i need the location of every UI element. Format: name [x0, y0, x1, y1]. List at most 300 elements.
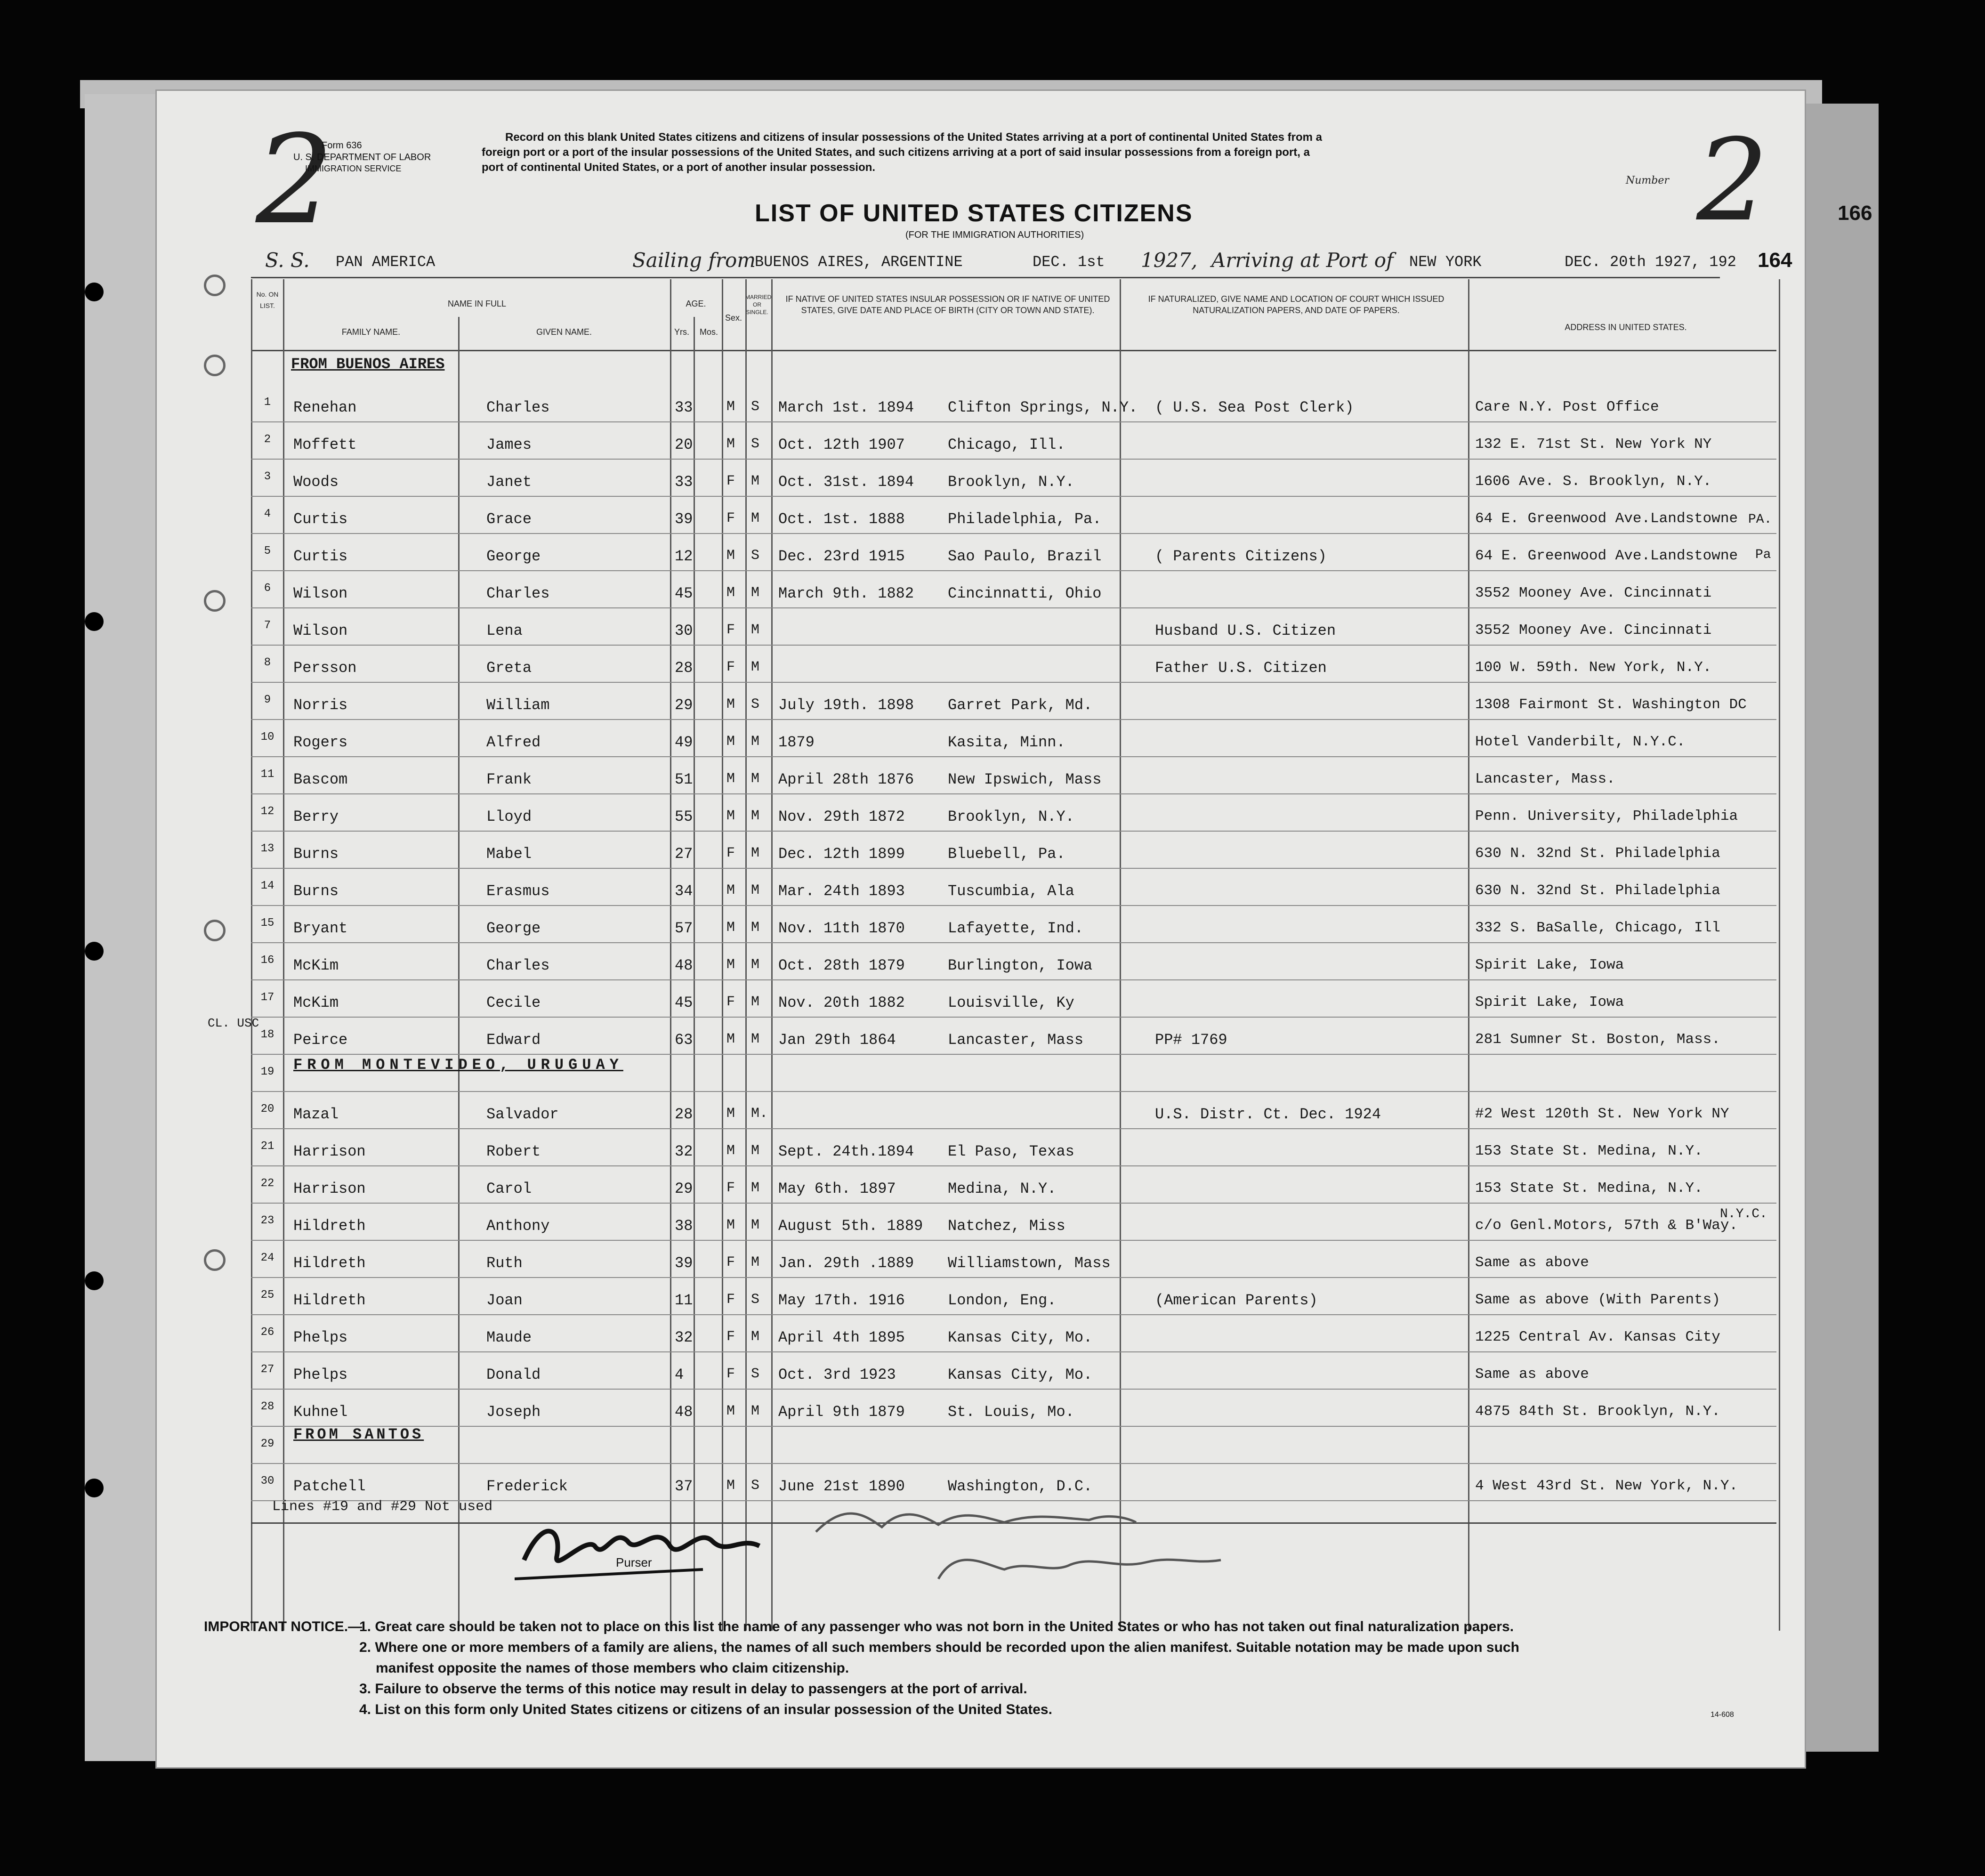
marital-status: M [751, 1217, 760, 1233]
row-rule [251, 719, 1776, 720]
age-years: 51 [675, 771, 693, 788]
naturalization-info: ( Parents Citizens) [1155, 548, 1327, 565]
header-native: IF NATIVE OF UNITED STATES INSULAR POSSESSION OR IF NATIVE OF UNITED STATES, GIVE DATE AND PLACE OF BIRTH (CITY OR TOWN AND STATE). [785, 294, 1110, 315]
row-number: 3 [264, 470, 271, 483]
col-rule [1468, 279, 1469, 1631]
birth-date: June 21st 1890 [778, 1478, 905, 1495]
birth-date: Dec. 12th 1899 [778, 845, 905, 863]
given-name: Anthony [486, 1217, 550, 1235]
col-rule [722, 279, 723, 1631]
birth-date: 1879 [778, 734, 815, 751]
lines-not-used-note: Lines #19 and #29 Not used [272, 1499, 493, 1515]
family-name: Curtis [293, 510, 348, 528]
row-rule [251, 459, 1776, 460]
arrival-date: DEC. 20th 1927, 192 [1565, 253, 1736, 271]
naturalization-info: U.S. Distr. Ct. Dec. 1924 [1155, 1106, 1381, 1123]
birth-date: Oct. 28th 1879 [778, 957, 905, 974]
purser-label: Purser [616, 1555, 652, 1569]
marital-status: M [751, 1403, 760, 1419]
page-number-164: 164 [1758, 249, 1792, 272]
col-rule [745, 279, 747, 1631]
col-rule [283, 279, 284, 1631]
section-from-buenos-aires: FROM BUENOS AIRES [291, 356, 445, 373]
voyage-year: 1927, [1141, 249, 1198, 272]
row-rule [251, 533, 1776, 534]
birth-place: Williamstown, Mass [948, 1254, 1111, 1272]
us-address: 64 E. Greenwood Ave.Landstowne [1475, 510, 1738, 527]
family-name: Burns [293, 845, 339, 863]
age-years: 33 [675, 399, 693, 416]
inspector-signature [807, 1485, 1372, 1593]
given-name: Robert [486, 1143, 541, 1160]
row-rule [251, 1128, 1776, 1129]
family-name: Bascom [293, 771, 348, 788]
marital-status: M [751, 473, 760, 489]
family-name: Woods [293, 473, 339, 491]
row-number: 30 [260, 1475, 274, 1488]
age-years: 27 [675, 845, 693, 863]
given-name: Lena [486, 622, 523, 639]
row-rule [251, 979, 1776, 980]
row-number: 17 [260, 991, 274, 1004]
sex: M [726, 1143, 735, 1159]
given-name: Erasmus [486, 882, 550, 900]
birth-date: April 4th 1895 [778, 1329, 905, 1346]
us-address: 3552 Mooney Ave. Cincinnati [1475, 622, 1712, 639]
row-rule [251, 1277, 1776, 1278]
us-address: 630 N. 32nd St. Philadelphia [1475, 845, 1720, 862]
given-name: George [486, 920, 541, 937]
row-number: 6 [264, 582, 271, 595]
birth-date: Jan. 29th .1889 [778, 1254, 914, 1272]
given-name: Frederick [486, 1478, 568, 1495]
birth-place: London, Eng. [948, 1292, 1057, 1309]
age-years: 45 [675, 585, 693, 602]
age-years: 45 [675, 994, 693, 1011]
age-years: 11 [675, 1292, 693, 1309]
col-rule [694, 317, 695, 1631]
marital-status: S [751, 436, 760, 452]
address-city-note-23: N.Y.C. [1720, 1207, 1767, 1221]
us-address: 100 W. 59th. New York, N.Y. [1475, 659, 1712, 676]
birth-place: Louisville, Ky [948, 994, 1074, 1011]
us-address: 332 S. BaSalle, Chicago, Ill [1475, 920, 1720, 936]
us-address: Same as above [1475, 1254, 1589, 1271]
marital-status: M [751, 1180, 760, 1196]
row-rule [251, 645, 1776, 646]
departure-date: DEC. 1st [1033, 253, 1105, 271]
given-name: Donald [486, 1366, 541, 1383]
instruction-line-3: port of continental United States, or a port of another insular possession. [482, 161, 876, 174]
sex: M [726, 957, 735, 973]
handwritten-number-right: 2 [1696, 114, 1768, 246]
birth-date: April 9th 1879 [778, 1403, 905, 1421]
marital-status: M [751, 1254, 760, 1270]
binder-hole [85, 283, 104, 301]
family-name: McKim [293, 994, 339, 1011]
row-rule [251, 1054, 1776, 1055]
birth-place: New Ipswich, Mass [948, 771, 1102, 788]
birth-place: Brooklyn, N.Y. [948, 808, 1074, 825]
row-number: 11 [260, 768, 274, 781]
naturalization-info: Father U.S. Citizen [1155, 659, 1327, 677]
family-name: Hildreth [293, 1292, 366, 1309]
col-rule [670, 279, 671, 1631]
us-address: 1225 Central Av. Kansas City [1475, 1329, 1720, 1345]
given-name: Charles [486, 957, 550, 974]
marital-status: M [751, 957, 760, 973]
family-name: Kuhnel [293, 1403, 348, 1421]
birth-date: Sept. 24th.1894 [778, 1143, 914, 1160]
sex: M [726, 585, 735, 601]
age-years: 12 [675, 548, 693, 565]
underlying-page-right [1799, 104, 1879, 1752]
row-rule [251, 496, 1776, 497]
age-years: 28 [675, 659, 693, 677]
marital-status: S [751, 1366, 760, 1382]
age-years: 39 [675, 510, 693, 528]
family-name: Rogers [293, 734, 348, 751]
naturalization-info: (American Parents) [1155, 1292, 1318, 1309]
department-name: U. S. DEPARTMENT OF LABOR [293, 152, 431, 162]
birth-date: Oct. 12th 1907 [778, 436, 905, 453]
birth-date: May 6th. 1897 [778, 1180, 896, 1197]
page-title: LIST OF UNITED STATES CITIZENS [755, 200, 1193, 227]
family-name: Wilson [293, 622, 348, 639]
binder-hole [85, 1479, 104, 1497]
notice-item-1: 1. Great care should be taken not to place on this list the name of any passenger who was not born in the United States or who has not taken out final naturalization papers. [359, 1619, 1514, 1634]
form-number: Form 636 [322, 140, 362, 151]
purser-signature [515, 1508, 778, 1588]
us-address: Same as above (With Parents) [1475, 1292, 1720, 1308]
birth-place: Tuscumbia, Ala [948, 882, 1074, 900]
birth-place: Garret Park, Md. [948, 696, 1093, 714]
age-years: 57 [675, 920, 693, 937]
marital-status: M [751, 622, 760, 638]
row-number: 5 [264, 545, 271, 558]
row-number: 9 [264, 694, 271, 706]
birth-place: Kansas City, Mo. [948, 1329, 1093, 1346]
naturalization-info: Husband U.S. Citizen [1155, 622, 1336, 639]
sex: M [726, 1106, 735, 1122]
birth-place: Medina, N.Y. [948, 1180, 1057, 1197]
header-given-name: GIVEN NAME. [536, 327, 592, 337]
row-number: 27 [260, 1363, 274, 1376]
page-number-166: 166 [1838, 202, 1872, 225]
us-address: 153 State St. Medina, N.Y. [1475, 1180, 1703, 1197]
birth-date: Nov. 11th 1870 [778, 920, 905, 937]
notice-item-4: 4. List on this form only United States citizens or citizens of an insular possession of the United States. [359, 1702, 1052, 1717]
arriving-label: Arriving at Port of [1211, 249, 1394, 272]
sex: M [726, 548, 735, 564]
sex: M [726, 808, 735, 824]
family-name: Mazal [293, 1106, 339, 1123]
row-number: 29 [260, 1438, 274, 1450]
header-months: Mos. [699, 327, 718, 337]
family-name: Norris [293, 696, 348, 714]
row-number: 4 [264, 508, 271, 520]
birth-place: Brooklyn, N.Y. [948, 473, 1074, 491]
birth-date: August 5th. 1889 [778, 1217, 923, 1235]
ship-name: PAN AMERICA [336, 253, 436, 271]
instruction-line-1: Record on this blank United States citizens and citizens of insular possessions of the United States arriving at a port of continental United States from a [505, 131, 1322, 144]
us-address: 132 E. 71st St. New York NY [1475, 436, 1712, 453]
sex: M [726, 696, 735, 712]
birth-date: Nov. 20th 1882 [778, 994, 905, 1011]
given-name: Ruth [486, 1254, 523, 1272]
marital-status: M [751, 808, 760, 824]
birth-place: Burlington, Iowa [948, 957, 1093, 974]
given-name: Mabel [486, 845, 532, 863]
age-years: 37 [675, 1478, 693, 1495]
birth-place: Chicago, Ill. [948, 436, 1065, 453]
punch-ring [204, 590, 226, 612]
birth-date: Nov. 29th 1872 [778, 808, 905, 825]
family-name: McKim [293, 957, 339, 974]
birth-date: Oct. 1st. 1888 [778, 510, 905, 528]
marital-status: M [751, 1143, 760, 1159]
family-name: Peirce [293, 1031, 348, 1049]
row-rule [251, 1351, 1776, 1352]
header-age: AGE. [686, 299, 706, 308]
col-rule [1120, 279, 1121, 1631]
given-name: Lloyd [486, 808, 532, 825]
birth-place: Kasita, Minn. [948, 734, 1065, 751]
binder-hole [85, 942, 104, 961]
marital-status: M [751, 845, 760, 861]
us-address: 153 State St. Medina, N.Y. [1475, 1143, 1703, 1159]
birth-place: Sao Paulo, Brazil [948, 548, 1102, 565]
sex: F [726, 1292, 735, 1308]
marital-status: M [751, 585, 760, 601]
row-rule [251, 1240, 1776, 1241]
birth-date: July 19th. 1898 [778, 696, 914, 714]
instruction-line-2: foreign port or a port of the insular possessions of the United States, and such citizens arriving at a port of said insular possessions from a foreign port, a [482, 146, 1310, 159]
birth-place: Cincinnatti, Ohio [948, 585, 1102, 602]
given-name: Charles [486, 399, 550, 416]
birth-place: Bluebell, Pa. [948, 845, 1065, 863]
naturalization-info: PP# 1769 [1155, 1031, 1227, 1049]
given-name: George [486, 548, 541, 565]
number-label: Number [1626, 175, 1669, 186]
age-years: 29 [675, 696, 693, 714]
birth-date: Dec. 23rd 1915 [778, 548, 905, 565]
us-address: #2 West 120th St. New York NY [1475, 1106, 1729, 1122]
family-name: Harrison [293, 1143, 366, 1160]
row-rule [251, 1463, 1776, 1464]
row-number: 22 [260, 1177, 274, 1190]
birth-place: St. Louis, Mo. [948, 1403, 1074, 1421]
family-name: Wilson [293, 585, 348, 602]
family-name: Patchell [293, 1478, 366, 1495]
row-rule [251, 756, 1776, 757]
row-number: 18 [260, 1028, 274, 1041]
col-rule [251, 279, 252, 1631]
us-address: 1606 Ave. S. Brooklyn, N.Y. [1475, 473, 1712, 490]
age-years: 48 [675, 957, 693, 974]
row-number: 16 [260, 954, 274, 967]
marital-status: M [751, 882, 760, 898]
given-name: James [486, 436, 532, 453]
marital-status: M [751, 771, 760, 787]
sailing-label: Sailing from [632, 249, 756, 272]
header-no: No. ON LIST. [256, 291, 279, 309]
age-years: 20 [675, 436, 693, 453]
sex: F [726, 622, 735, 638]
birth-place: Lancaster, Mass [948, 1031, 1084, 1049]
header-name-in-full: NAME IN FULL [447, 299, 507, 308]
us-address: c/o Genl.Motors, 57th & B'Way. [1475, 1217, 1738, 1234]
notice-item-2: 2. Where one or more members of a family are aliens, the names of all such members should be recorded upon the alien manifest. Suitable notation may be made upon such [359, 1640, 1519, 1655]
marital-status: M [751, 734, 760, 750]
row-rule [251, 1203, 1776, 1204]
row-number: 10 [260, 731, 274, 744]
given-name: Greta [486, 659, 532, 677]
us-address: 281 Sumner St. Boston, Mass. [1475, 1031, 1720, 1048]
birth-date: Jan 29th 1864 [778, 1031, 896, 1049]
birth-date: Oct. 31st. 1894 [778, 473, 914, 491]
header-years: Yrs. [674, 327, 689, 337]
row-number: 15 [260, 917, 274, 930]
row-rule [251, 942, 1776, 943]
family-name: Hildreth [293, 1217, 366, 1235]
family-name: Moffett [293, 436, 357, 453]
marital-status: M [751, 659, 760, 675]
punch-ring [204, 920, 226, 941]
given-name: Joan [486, 1292, 523, 1309]
us-address: 4875 84th St. Brooklyn, N.Y. [1475, 1403, 1720, 1420]
sex: M [726, 771, 735, 787]
cl-usc-stamp: CL. USC [208, 1016, 259, 1030]
binder-hole [85, 1271, 104, 1290]
sex: F [726, 845, 735, 861]
header-address: ADDRESS IN UNITED STATES. [1565, 323, 1687, 332]
voyage-underline [251, 277, 1720, 278]
handwritten-number-left: 2 [256, 109, 334, 251]
row-number: 25 [260, 1289, 274, 1302]
row-number: 1 [264, 396, 271, 409]
manifest-sheet [155, 89, 1872, 1769]
departure-port: BUENOS AIRES, ARGENTINE [755, 253, 963, 271]
age-years: 29 [675, 1180, 693, 1197]
row-number: 19 [260, 1066, 274, 1078]
sex: F [726, 1366, 735, 1382]
birth-date: March 9th. 1882 [778, 585, 914, 602]
row-number: 7 [264, 619, 271, 632]
row-number: 21 [260, 1140, 274, 1153]
age-years: 34 [675, 882, 693, 900]
age-years: 63 [675, 1031, 693, 1049]
birth-date: Oct. 3rd 1923 [778, 1366, 896, 1383]
col-rule [1779, 279, 1780, 1631]
us-address: 3552 Mooney Ave. Cincinnati [1475, 585, 1712, 601]
family-name: Phelps [293, 1366, 348, 1383]
row-rule [251, 1165, 1776, 1166]
marital-status: S [751, 696, 760, 712]
sex: F [726, 1254, 735, 1270]
marital-status: M [751, 510, 760, 526]
header-bottom-line [251, 350, 1776, 351]
age-years: 49 [675, 734, 693, 751]
marital-status: S [751, 1292, 760, 1308]
row-rule [251, 905, 1776, 906]
birth-place: Philadelphia, Pa. [948, 510, 1102, 528]
family-name: Berry [293, 808, 339, 825]
notice-item-2-continued: manifest opposite the names of those members who claim citizenship. [376, 1660, 849, 1676]
given-name: Charles [486, 585, 550, 602]
given-name: Salvador [486, 1106, 559, 1123]
sex: F [726, 1329, 735, 1345]
marital-status: M [751, 1031, 760, 1047]
us-address: 1308 Fairmont St. Washington DC [1475, 696, 1747, 713]
age-years: 28 [675, 1106, 693, 1123]
birth-place: Kansas City, Mo. [948, 1366, 1093, 1383]
birth-date: May 17th. 1916 [778, 1292, 905, 1309]
marital-status: S [751, 548, 760, 564]
sex: M [726, 920, 735, 936]
header-sex: Sex. [725, 313, 742, 323]
underlying-page-left [85, 94, 165, 1761]
us-address: Spirit Lake, Iowa [1475, 994, 1624, 1011]
marital-status: M. [751, 1106, 768, 1122]
given-name: William [486, 696, 550, 714]
sex: F [726, 510, 735, 526]
given-name: Joseph [486, 1403, 541, 1421]
birth-place: Lafayette, Ind. [948, 920, 1084, 937]
given-name: Cecile [486, 994, 541, 1011]
row-number: 2 [264, 433, 271, 446]
given-name: Janet [486, 473, 532, 491]
row-rule [251, 793, 1776, 794]
sex: F [726, 994, 735, 1010]
sex: M [726, 1031, 735, 1047]
address-state-note-4: PA. [1748, 512, 1772, 527]
age-years: 32 [675, 1329, 693, 1346]
us-address: Spirit Lake, Iowa [1475, 957, 1624, 973]
age-years: 4 [675, 1366, 684, 1383]
marital-status: S [751, 1478, 760, 1494]
family-name: Burns [293, 882, 339, 900]
naturalization-info: ( U.S. Sea Post Clerk) [1155, 399, 1354, 416]
row-rule [251, 1314, 1776, 1315]
header-naturalized: IF NATURALIZED, GIVE NAME AND LOCATION OF COURT WHICH ISSUED NATURALIZATION PAPERS, AND DATE OF PAPERS. [1148, 294, 1444, 315]
notice-item-3: 3. Failure to observe the terms of this notice may result in delay to passengers at the port of arrival. [359, 1681, 1027, 1697]
us-address: 64 E. Greenwood Ave.Landstowne [1475, 548, 1738, 564]
sex: M [726, 1478, 735, 1494]
row-rule [251, 1426, 1776, 1427]
arrival-port: NEW YORK [1409, 253, 1482, 271]
address-state-note-5: Pa [1755, 548, 1771, 562]
row-rule [251, 1091, 1776, 1092]
age-years: 55 [675, 808, 693, 825]
given-name: Edward [486, 1031, 541, 1049]
col-rule [458, 317, 460, 1631]
sex: F [726, 659, 735, 675]
header-married: MARRIED OR SINGLE. [745, 294, 772, 315]
row-number: 14 [260, 880, 274, 892]
row-number: 24 [260, 1252, 274, 1264]
sex: F [726, 1180, 735, 1196]
marital-status: M [751, 1329, 760, 1345]
punch-ring [204, 355, 226, 376]
sex: M [726, 734, 735, 750]
given-name: Maude [486, 1329, 532, 1346]
birth-place: Clifton Springs, N.Y. [948, 399, 1138, 416]
row-rule [251, 570, 1776, 571]
sex: M [726, 436, 735, 452]
birth-date: March 1st. 1894 [778, 399, 914, 416]
marital-status: M [751, 920, 760, 936]
